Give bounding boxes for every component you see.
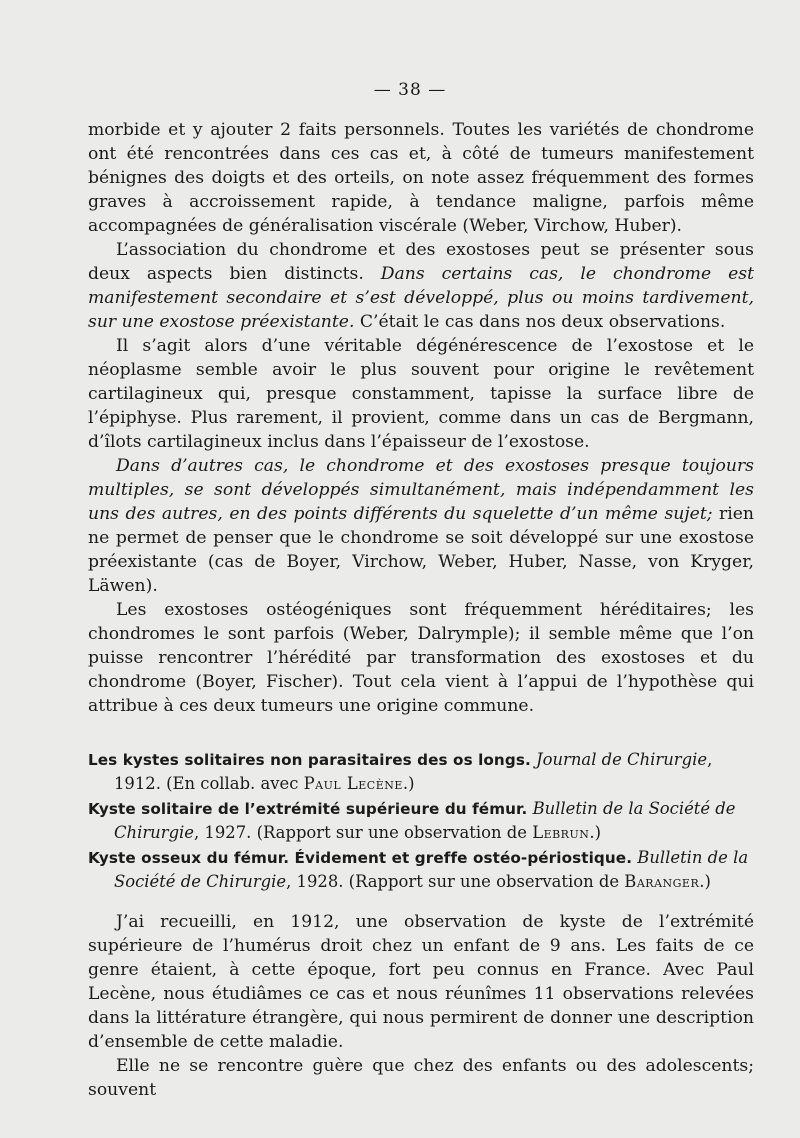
reference-list (88, 748, 754, 895)
reference-tail: .) (699, 872, 711, 891)
reference-details: , 1927. (Rapport sur une observation de (194, 823, 533, 842)
paragraph-text: rien ne permet de penser que le chondrome se soit développé sur une exostose préexistante (cas de Boyer, Virchow, Weber, Huber, Nasse, von Kryger, Läwen). (88, 504, 755, 596)
reference-person: Paul Lecène (303, 774, 403, 793)
reference-details: , 1912. (En collab. avec (114, 750, 713, 793)
reference-person: Lebrun (532, 823, 590, 842)
paragraph: morbide et y ajouter 2 faits personnels. Toutes les variétés de chondrome ont été rencontrées dans ces cas et, à côté de tumeurs manifestement bénignes des doigts et des orteils, on note assez fréquemment des formes graves à accroissement rapide, à tendance maligne, parfois même accompagnées de généralisation viscérale (Weber, Virchow, Huber). (88, 120, 754, 236)
reference-journal: Journal de Chirurgie (536, 750, 708, 769)
reference-journal: Bulletin de la Société de Chirurgie (114, 799, 736, 842)
reference-tail: .) (589, 823, 601, 842)
reference-details: , 1928. (Rapport sur une observation de (286, 872, 625, 891)
italic-text: Dans certains cas, le chondrome est manifestement secondaire et s’est développé, plus ou moins tardivement, sur une exostose préexistante. (88, 264, 754, 332)
paragraph-text: L’association du chondrome et des exostoses peut se présenter sous deux aspects bien distincts. (88, 240, 754, 284)
paragraph-text: C’était le cas dans nos deux observations. (354, 312, 726, 332)
main-text-block (88, 118, 754, 718)
reference-title: Kyste osseux du fémur. Évidement et greffe ostéo-périostique. (88, 849, 633, 867)
reference-journal: Bulletin de la Société de Chirurgie (114, 848, 749, 891)
paragraph: J’ai recueilli, en 1912, une observation de kyste de l’extrémité supérieure de l’humérus droit chez un enfant de 9 ans. Les faits de ce genre étaient, à cette époque, fort peu connus en France. Avec Paul Lecène, nous étudiâmes ce cas et nous réunîmes 11 observations relevées dans la littérature étrangère, qui nous permirent de donner une description d’ensemble de cette maladie. (88, 912, 754, 1052)
reference-title: Les kystes solitaires non parasitaires des os longs. (88, 751, 531, 769)
paragraph: Elle ne se rencontre guère que chez des enfants ou des adolescents; souvent (88, 1056, 754, 1100)
reference-title: Kyste solitaire de l’extrémité supérieure du fémur. (88, 800, 528, 818)
paragraph (88, 238, 754, 334)
reference-item (88, 748, 754, 795)
italic-text: Dans d’autres cas, le chondrome et des exostoses presque toujours multiples, se sont développés simultanément, mais indépendamment les uns des autres, en des points différents du squelette d’un même sujet; (88, 456, 754, 524)
reference-item (88, 797, 754, 844)
page-number: — 38 — (373, 80, 447, 100)
paragraph (88, 454, 754, 598)
reference-tail: .) (402, 774, 415, 793)
reference-item (88, 846, 754, 893)
paragraph: Il s’agit alors d’une véritable dégénérescence de l’exostose et le néoplasme semble avoir le plus souvent pour origine le revêtement cartilagineux qui, presque constamment, tapisse la surface libre de l’épiphyse. Plus rarement, il provient, comme dans un cas de Bergmann, d’îlots cartilagineux inclus dans l’épaisseur de l’exostose. (88, 336, 754, 452)
secondary-text-block (88, 910, 754, 1102)
reference-person: Baranger (624, 872, 700, 891)
paragraph: Les exostoses ostéogéniques sont fréquemment héréditaires; les chondromes le sont parfois (Weber, Dalrymple); il semble même que l’on puisse rencontrer l’hérédité par transformation des exostoses et du chondrome (Boyer, Fischer). Tout cela vient à l’appui de l’hypothèse qui attribue à ces deux tumeurs une origine commune. (88, 600, 754, 716)
